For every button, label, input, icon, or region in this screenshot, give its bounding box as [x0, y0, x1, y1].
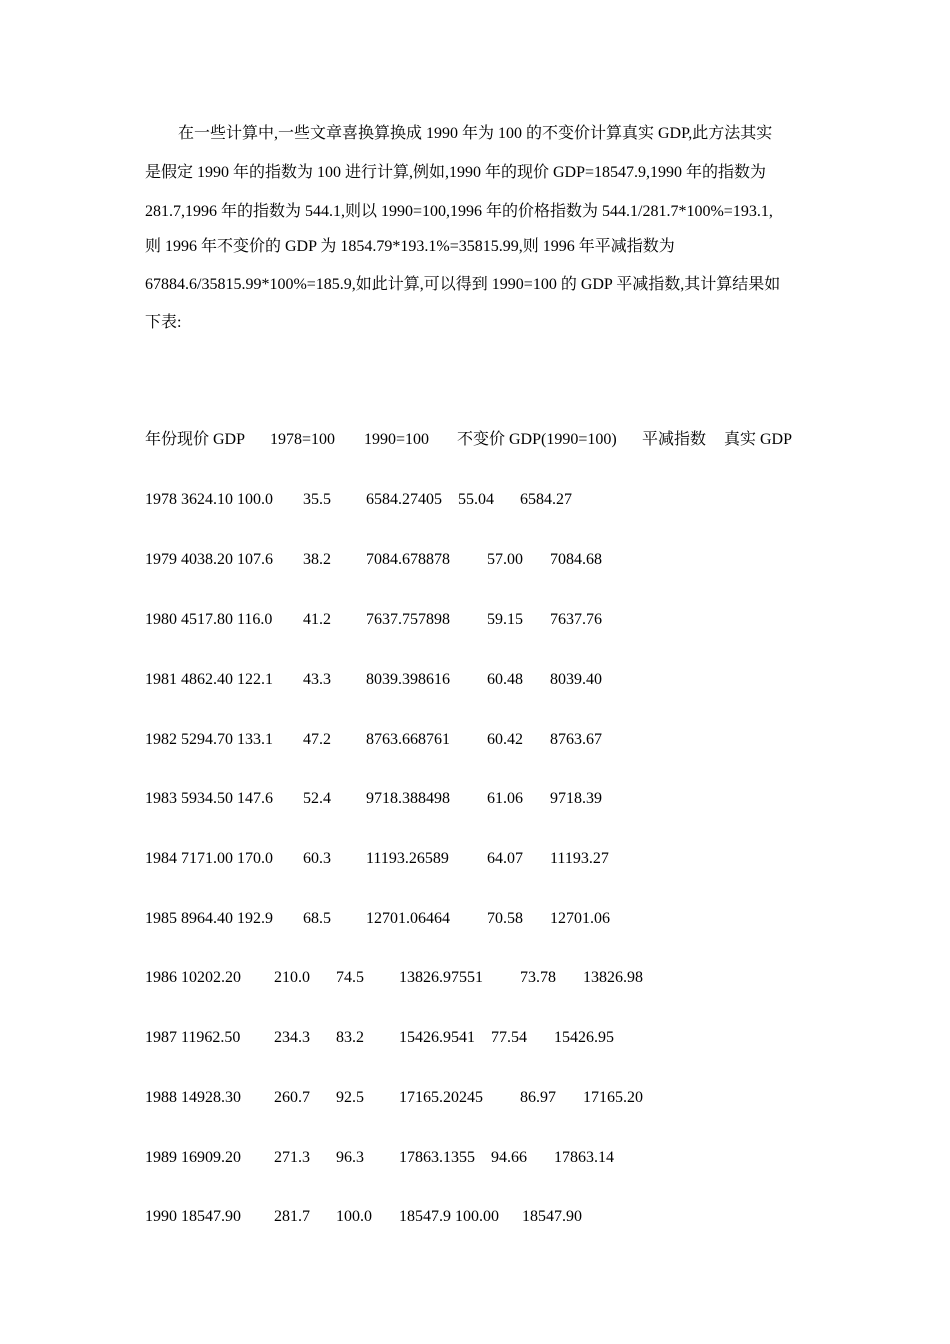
table-cell: 9718.39	[550, 790, 602, 807]
table-header-row	[0, 430, 950, 450]
table-cell: 8039.398616	[366, 671, 450, 688]
column-header: 1990=100	[364, 431, 430, 448]
table-cell: 18547.9 100.00	[399, 1208, 499, 1225]
table-cell: 92.5	[336, 1089, 364, 1106]
table-row	[0, 550, 950, 570]
table-cell: 12701.06	[550, 910, 610, 927]
table-cell: 18547.90	[522, 1208, 582, 1225]
table-cell: 1984 7171.00 170.0	[145, 850, 273, 867]
table-cell: 1990 18547.90	[145, 1208, 241, 1225]
table-cell: 73.78	[520, 969, 556, 986]
table-cell: 8039.40	[550, 671, 602, 688]
table-cell: 47.2	[303, 731, 331, 748]
table-cell: 1982 5294.70 133.1	[145, 731, 273, 748]
paragraph-line: 则 1996 年不变价的 GDP 为 1854.79*193.1%=35815.99,则 1996 年平减指数为	[145, 238, 675, 255]
table-cell: 43.3	[303, 671, 331, 688]
table-cell: 17863.14	[554, 1149, 614, 1166]
table-cell: 7637.757898	[366, 611, 450, 628]
table-cell: 83.2	[336, 1029, 364, 1046]
table-cell: 61.06	[487, 790, 523, 807]
table-row	[0, 909, 950, 929]
table-cell: 60.48	[487, 671, 523, 688]
table-cell: 281.7	[274, 1208, 310, 1225]
column-header: 真实 GDP	[724, 431, 793, 448]
paragraph-line: 67884.6/35815.99*100%=185.9,如此计算,可以得到 1990=100 的 GDP 平减指数,其计算结果如	[145, 276, 781, 293]
table-cell: 7637.76	[550, 611, 602, 628]
table-cell: 6584.27	[520, 491, 572, 508]
column-header: 年份现价 GDP	[145, 431, 246, 448]
table-cell: 1989 16909.20	[145, 1149, 241, 1166]
table-cell: 1986 10202.20	[145, 969, 241, 986]
paragraph-line: 下表:	[145, 314, 182, 331]
table-cell: 86.97	[520, 1089, 556, 1106]
table-cell: 74.5	[336, 969, 364, 986]
table-cell: 1980 4517.80 116.0	[145, 611, 273, 628]
table-cell: 1987 11962.50	[145, 1029, 241, 1046]
paragraph-line: 在一些计算中,一些文章喜换算换成 1990 年为 100 的不变价计算真实 GDP,此方法其实	[178, 125, 773, 142]
table-row	[0, 610, 950, 630]
table-cell: 1981 4862.40 122.1	[145, 671, 273, 688]
table-cell: 1979 4038.20 107.6	[145, 551, 273, 568]
table-cell: 1985 8964.40 192.9	[145, 910, 273, 927]
table-cell: 96.3	[336, 1149, 364, 1166]
table-cell: 94.66	[491, 1149, 527, 1166]
table-cell: 15426.9541	[399, 1029, 475, 1046]
table-row	[0, 490, 950, 510]
table-cell: 60.42	[487, 731, 523, 748]
table-cell: 271.3	[274, 1149, 310, 1166]
table-cell: 1978 3624.10 100.0	[145, 491, 273, 508]
table-cell: 260.7	[274, 1089, 310, 1106]
table-cell: 57.00	[487, 551, 523, 568]
table-cell: 8763.67	[550, 731, 602, 748]
table-cell: 68.5	[303, 910, 331, 927]
table-cell: 13826.98	[583, 969, 643, 986]
table-row	[0, 670, 950, 690]
table-cell: 7084.678878	[366, 551, 450, 568]
column-header: 平减指数	[642, 431, 707, 448]
table-row	[0, 730, 950, 750]
table-row	[0, 789, 950, 809]
paragraph-line: 是假定 1990 年的指数为 100 进行计算,例如,1990 年的现价 GDP=18547.9,1990 年的指数为	[145, 164, 767, 181]
table-row	[0, 1088, 950, 1108]
table-cell: 9718.388498	[366, 790, 450, 807]
paragraph-line: 281.7,1996 年的指数为 544.1,则以 1990=100,1996 年的价格指数为 544.1/281.7*100%=193.1,	[145, 203, 773, 220]
table-row	[0, 968, 950, 988]
table-cell: 6584.27405	[366, 491, 442, 508]
table-cell: 35.5	[303, 491, 331, 508]
table-cell: 12701.06464	[366, 910, 450, 927]
table-row	[0, 1148, 950, 1168]
table-cell: 234.3	[274, 1029, 310, 1046]
table-cell: 8763.668761	[366, 731, 450, 748]
table-cell: 11193.26589	[366, 850, 449, 867]
table-cell: 70.58	[487, 910, 523, 927]
table-cell: 11193.27	[550, 850, 609, 867]
table-cell: 17863.1355	[399, 1149, 475, 1166]
table-cell: 100.0	[336, 1208, 372, 1225]
table-row	[0, 849, 950, 869]
table-row	[0, 1207, 950, 1227]
table-cell: 7084.68	[550, 551, 602, 568]
table-row	[0, 1028, 950, 1048]
table-cell: 17165.20245	[399, 1089, 483, 1106]
table-cell: 41.2	[303, 611, 331, 628]
table-cell: 15426.95	[554, 1029, 614, 1046]
table-cell: 60.3	[303, 850, 331, 867]
table-cell: 77.54	[491, 1029, 527, 1046]
table-cell: 59.15	[487, 611, 523, 628]
table-cell: 1983 5934.50 147.6	[145, 790, 273, 807]
table-cell: 17165.20	[583, 1089, 643, 1106]
column-header: 不变价 GDP(1990=100)	[457, 431, 617, 448]
column-header: 1978=100	[270, 431, 336, 448]
table-cell: 64.07	[487, 850, 523, 867]
table-cell: 13826.97551	[399, 969, 483, 986]
table-cell: 38.2	[303, 551, 331, 568]
table-cell: 210.0	[274, 969, 310, 986]
table-cell: 55.04	[458, 491, 494, 508]
table-cell: 52.4	[303, 790, 331, 807]
table-cell: 1988 14928.30	[145, 1089, 241, 1106]
